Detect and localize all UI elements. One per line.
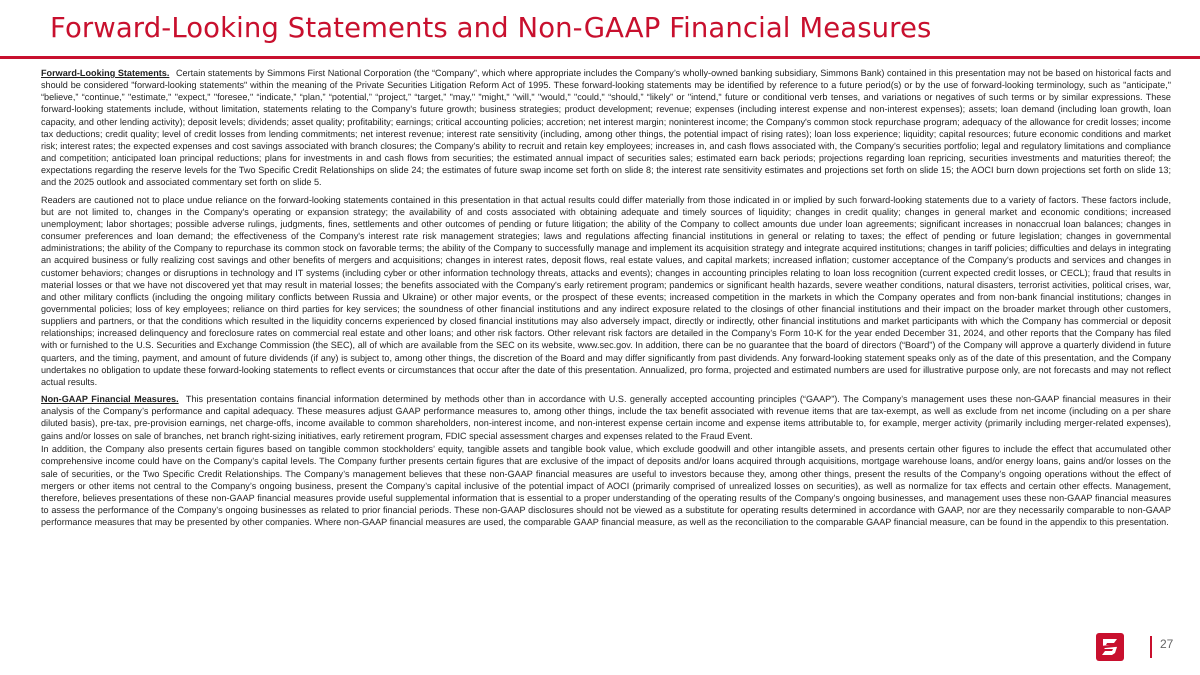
- simmons-bank-logo-icon: [1096, 633, 1124, 661]
- forward-looking-heading: Forward-Looking Statements.: [41, 68, 170, 78]
- page-number-divider: [1150, 636, 1152, 658]
- forward-looking-text-1: Certain statements by Simmons First National Corporation (the “Company”, which where appropriate includes the Company’s wholly-owned banking subsidiary, Simmons Bank) contained in this presentation may not be based on historical facts and should be considered "forward-looking statements" within the meaning of the Private Securities Litigation Reform Act of 1995. These forward-looking statements may be identified by reference to a future period(s) or by the use of forward-looking terminology, such as "anticipate," “believe,” “continue,” "estimate," "expect," "foresee," “indicate,” “plan,” “potential,” “project,” “target,” "may," "might," "will," "would," "could," “should,” “likely” or "intend," future or conditional verb tenses, and variations or negatives of such terms or by similar expressions. These forward-looking statements include, without limitation, statements relating to the Company’s future growth; business strategies; product development; revenue; expenses (including interest expense and non-interest expenses); assets; loan demand (including loan growth, loan capacity, and other lending activity); deposit levels; dividends; asset quality; profitability; earnings; critical accounting policies; accretion; net interest margin; noninterest income; the Company's common stock repurchase program; adequacy of the allowance for credit losses; income tax deductions; credit quality; level of credit losses from lending commitments; net interest revenue; interest rate sensitivity (including, among other things, the potential impact of rising rates); loan loss experience; liquidity; capital resources; future economic conditions and market risk; interest rates; the expected expenses and cost savings associated with branch closures; the Company’s ability to recruit and retain key employees; increases in, and cash flows associated with, the Company’s securities portfolio; legal and regulatory limitations and compliance and competition; anticipated loan principal reductions; plans for investments in and cash flows from securities; the estimated annual impact of securities sales; estimated earn back periods; projections regarding loan repricing, securities investments and maturities thereof; the expectations regarding the reserve levels for the Two Specific Credit Relationships on slide 24; the estimates of future swap income set forth on slide 8; the interest rate sensitivity estimates and projections set forth on slide 15; the AOCI burn down projections set forth on slide 13; and the 2025 outlook and associated commentary set forth on slide 5.: [41, 68, 1171, 188]
- non-gaap-paragraph-2: In addition, the Company also presents certain figures based on tangible common stockholders’ equity, tangible assets and tangible book value, which exclude goodwill and other intangible assets, and presents certain other figures to include the effect that accumulated other comprehensive income could have on the Company’s capital levels. The Company further presents certain figures that are exclusive of the impact of deposits and/or loans acquired through acquisitions, mortgage warehouse loans, and/or energy loans, gains and/or losses on the sale of securities, or the Two Specific Credit Relationships. The Company’s management believes that these non-GAAP financial measures are useful to investors because they, among other things, present the results of the Company’s ongoing operations without the effect of mergers or other items not central to the Company’s ongoing business, present the Company’s capital inclusive of the potential impact of AOCI (primarily comprised of unrealized losses on securities), as well as normalize for tax effects and certain other effects. Management, therefore, believes presentations of these non-GAAP financial measures provide useful supplemental information that is essential to a proper understanding of the operating results of the Company’s ongoing businesses, and management uses these non-GAAP financial measures to assess the performance of the Company’s ongoing businesses as related to prior financial periods. These non-GAAP disclosures should not be viewed as a substitute for operating results determined in accordance with GAAP, nor are they necessarily comparable to non-GAAP performance measures that may be presented by other companies. Where non-GAAP financial measures are used, the comparable GAAP financial measure, as well as the reconciliation to the comparable GAAP financial measure, can be found in the appendix to this presentation.: [41, 444, 1171, 528]
- title-divider: [0, 56, 1200, 59]
- non-gaap-heading: Non-GAAP Financial Measures.: [41, 394, 179, 405]
- non-gaap-text-1: This presentation contains financial information determined by methods other than in accordance with U.S. generally accepted accounting principles (“GAAP”). The Company’s management uses these non-GAAP financial measures in their analysis of the Company’s performance and capital adequacy. These measures adjust GAAP performance measures to, among other things, include the tax benefit associated with revenue items that are tax-exempt, as well as exclude from net income (including on a per share diluted basis), pre-tax, pre-provision earnings, net charge-offs, income available to common shareholders, non-interest income, and non-interest expense certain income and expense items attributable to, for example, merger activity (primarily including merger-related expenses), gains and/or losses on sale of branches, net branch right-sizing initiatives, early retirement program, FDIC special assessment charges and expenses related to the Fraud Event.: [41, 394, 1171, 441]
- page-title: Forward-Looking Statements and Non-GAAP Financial Measures: [50, 12, 932, 44]
- forward-looking-paragraph-2: Readers are cautioned not to place undue reliance on the forward-looking statements contained in this presentation in that actual results could differ materially from those indicated in or implied by such forward-looking statements due to a variety of factors. These factors include, but are not limited to, changes in the Company's operating or expansion strategy; the availability of and costs associated with obtaining adequate and timely sources of liquidity; changes in credit quality; changes in general market and economic conditions; increased unemployment; labor shortages; possible adverse rulings, judgments, fines, settlements and other outcomes of pending or future litigation; the ability of the Company to collect amounts due under loan agreements; significant increases in nonaccrual loan balances; changes in consumer preferences and loan demand; the effectiveness of the Company's interest rate risk management strategies; laws and regulations affecting financial institutions in general or relating to taxes; the effect of pending or future legislation; changes in governmental administrations; the ability of the Company to repurchase its common stock on favorable terms; the ability of the Company to successfully manage and implement its acquisition strategy and integrate acquired institutions; changes in tariff policies; difficulties and delays in integrating an acquired business or fully realizing cost savings and other benefits of mergers and acquisitions; changes in interest rates, deposit flows, real estate values, and capital markets; increased inflation; customer acceptance of the Company's products and services and changes in customer behaviors; changes or disruptions in technology and IT systems (including cyber or other information technology threats, attacks and events); changes in accounting principles relating to loan loss recognition (current expected credit losses, or CECL); fraud that results in material losses or that we have not discovered yet that may result in material losses; the benefits associated with the Company's early retirement program; pandemics or significant health hazards, severe weather conditions, natural disasters, terrorist activities, political crises, war, and other military conflicts (including the ongoing military conflicts between Russia and Ukraine) or other major events, or the prospect of these events; increased competition in the markets in which the Company operates and from non-bank financial institutions; changes in governmental policies; loss of key employees; reliance on third parties for key services; the soundness of other financial institutions and any indirect exposure related to the closings of other financial institutions and their impact on the broader market through other customers, suppliers and partners, or that the conditions which resulted in the liquidity concerns experienced by closed financial institutions may also adversely impact, directly or indirectly, other financial institutions and market participants with which the Company has commercial or deposit relationships; increased delinquency and foreclosure rates on commercial real estate and other loans; and other risk factors. Other relevant risk factors are detailed in the Company’s Form 10-K for the year ended December 31, 2024, and other reports that the Company has filed with or furnished to the U.S. Securities and Exchange Commission (the SEC), all of which are available from the SEC on its website, www.sec.gov. In addition, there can be no guarantee that the board of directors (“Board”) of the Company will approve a quarterly dividend in future quarters, and the timing, payment, and amount of future dividends (if any) is subject to, among other things, the discretion of the Board and may differ significantly from past dividends. Any forward-looking statement speaks only as of the date of this presentation, and the Company undertakes no obligation to update these forward-looking statements to reflect events or circumstances that occur after the date of this presentation. Annualized, pro forma, projected and estimated numbers are used for illustrative purpose only, are not forecasts and may not reflect actual results.: [41, 194, 1171, 387]
- disclaimer-body: [41, 67, 1171, 533]
- page-number: 27: [1160, 637, 1174, 651]
- non-gaap-paragraph-1: [41, 393, 1171, 442]
- forward-looking-paragraph-1: [41, 67, 1171, 189]
